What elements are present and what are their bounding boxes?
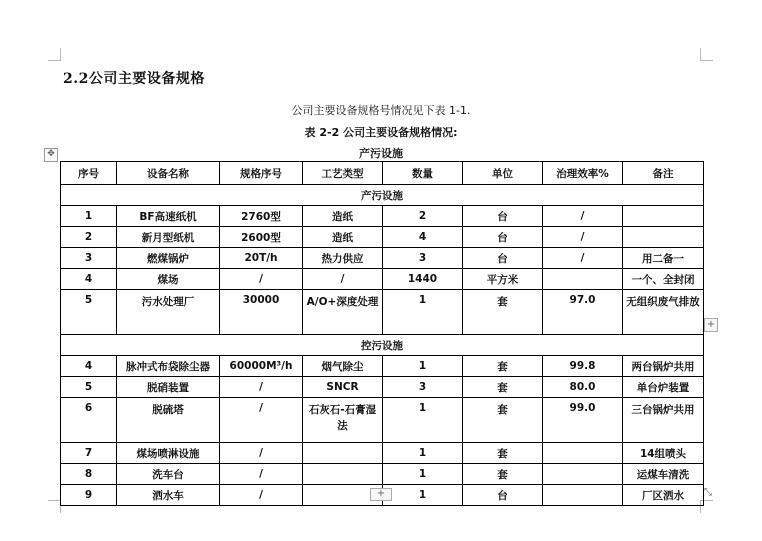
column-header: 设备名称: [117, 162, 220, 185]
table-cell-unit: 套: [463, 443, 543, 464]
table-cell-qty: 1: [383, 464, 463, 485]
table-row: [61, 290, 704, 335]
table-cell-spec: 2760型: [220, 206, 303, 227]
table-cell-name: 新月型纸机: [117, 227, 220, 248]
table-cell-qty: 1440: [383, 269, 463, 290]
table-cell-spec: /: [220, 269, 303, 290]
table-row: [61, 464, 704, 485]
equipment-spec-table: [60, 161, 704, 506]
table-cell-qty: 1: [383, 398, 463, 443]
table-top-label: 产污设施: [359, 147, 403, 160]
table-cell-name: 污水处理厂: [117, 290, 220, 335]
table-cell-note: 运煤车清洗: [623, 464, 704, 485]
table-cell-no: 8: [61, 464, 117, 485]
table-cell-spec: /: [220, 377, 303, 398]
table-cell-eff: [543, 485, 623, 506]
section-heading: 2.2公司主要设备规格: [63, 71, 205, 87]
column-header: 单位: [463, 162, 543, 185]
table-cell-no: 4: [61, 269, 117, 290]
table-cell-name: 煤场喷淋设施: [117, 443, 220, 464]
add-row-icon[interactable]: +: [704, 318, 718, 332]
table-cell-name: 洗车台: [117, 464, 220, 485]
table-caption: 表 2-2 公司主要设备规格情况:: [304, 126, 458, 139]
table-cell-qty: 1: [383, 356, 463, 377]
table-cell-spec: /: [220, 485, 303, 506]
table-cell-no: 7: [61, 443, 117, 464]
table-cell-process: [303, 464, 383, 485]
table-move-handle-icon[interactable]: ✥: [44, 148, 58, 162]
table-cell-name: 洒水车: [117, 485, 220, 506]
table-cell-name: 燃煤锅炉: [117, 248, 220, 269]
page-corner-mark: [700, 48, 713, 61]
table-cell-qty: 3: [383, 248, 463, 269]
table-cell-no: 2: [61, 227, 117, 248]
table-cell-unit: 台: [463, 485, 543, 506]
table-cell-unit: 套: [463, 377, 543, 398]
section-row-control: [61, 335, 704, 356]
table-cell-note: 14组喷头: [623, 443, 704, 464]
table-cell-note: 一个、全封闭: [623, 269, 704, 290]
table-cell-name: 脱硝装置: [117, 377, 220, 398]
table-cell-eff: /: [543, 248, 623, 269]
table-cell-spec: 2600型: [220, 227, 303, 248]
table-cell-note: 单台炉装置: [623, 377, 704, 398]
add-column-icon[interactable]: +: [370, 488, 392, 501]
table-cell-unit: 平方米: [463, 269, 543, 290]
section-row-produce: [61, 185, 704, 206]
table-row: [61, 356, 704, 377]
table-cell-eff: 99.0: [543, 398, 623, 443]
table-cell-spec: 30000: [220, 290, 303, 335]
table-cell-name: BF高速纸机: [117, 206, 220, 227]
table-cell-spec: 60000M³/h: [220, 356, 303, 377]
table-row: [61, 377, 704, 398]
table-cell-note: 用二备一: [623, 248, 704, 269]
table-cell-spec: /: [220, 443, 303, 464]
table-cell-spec: /: [220, 398, 303, 443]
table-cell-qty: 4: [383, 227, 463, 248]
table-cell-eff: [543, 464, 623, 485]
table-cell-process: 热力供应: [303, 248, 383, 269]
table-cell-note: 三台锅炉共用: [623, 398, 704, 443]
table-cell-note: 两台锅炉共用: [623, 356, 704, 377]
table-cell-no: 9: [61, 485, 117, 506]
column-header: 规格序号: [220, 162, 303, 185]
table-row: [61, 248, 704, 269]
table-cell-name: 脉冲式布袋除尘器: [117, 356, 220, 377]
table-cell-spec: /: [220, 464, 303, 485]
table-cell-qty: 1: [383, 443, 463, 464]
table-cell-no: 5: [61, 377, 117, 398]
table-cell-process: [303, 443, 383, 464]
table-cell-unit: 套: [463, 464, 543, 485]
table-cell-qty: 1: [383, 290, 463, 335]
page-corner-mark: [48, 48, 61, 61]
table-cell-qty: 3: [383, 377, 463, 398]
table-cell-qty: 2: [383, 206, 463, 227]
table-cell-unit: 套: [463, 290, 543, 335]
table-cell-eff: /: [543, 206, 623, 227]
table-cell-note: [623, 206, 704, 227]
table-cell-eff: 97.0: [543, 290, 623, 335]
table-cell-process: A/O+深度处理: [303, 290, 383, 335]
table-cell-unit: 套: [463, 398, 543, 443]
intro-text: 公司主要设备规格号情况见下表 1-1.: [291, 104, 471, 117]
table-row: [61, 227, 704, 248]
table-cell-unit: 台: [463, 206, 543, 227]
table-cell-eff: /: [543, 227, 623, 248]
table-row: [61, 443, 704, 464]
table-cell-process: SNCR: [303, 377, 383, 398]
table-cell-name: 煤场: [117, 269, 220, 290]
table-cell-process: 石灰石-石膏湿法: [303, 398, 383, 443]
table-row: [61, 269, 704, 290]
table-cell-eff: [543, 269, 623, 290]
table-cell-note: [623, 227, 704, 248]
table-cell-name: 脱硫塔: [117, 398, 220, 443]
table-header-row: [61, 162, 704, 185]
table-cell-unit: 台: [463, 227, 543, 248]
table-cell-process: /: [303, 269, 383, 290]
table-cell-qty: 1: [383, 485, 463, 506]
column-header: 工艺类型: [303, 162, 383, 185]
table-row: [61, 206, 704, 227]
table-cell-spec: 20T/h: [220, 248, 303, 269]
table-cell-eff: 99.8: [543, 356, 623, 377]
table-cell-no: 6: [61, 398, 117, 443]
column-header: 序号: [61, 162, 117, 185]
table-cell-unit: 套: [463, 356, 543, 377]
table-cell-no: 1: [61, 206, 117, 227]
column-header: 治理效率%: [543, 162, 623, 185]
table-cell-note: 无组织废气排放: [623, 290, 704, 335]
table-row: [61, 398, 704, 443]
column-header: 备注: [623, 162, 704, 185]
table-cell-unit: 台: [463, 248, 543, 269]
table-cell-eff: [543, 443, 623, 464]
table-cell-process: 烟气除尘: [303, 356, 383, 377]
table-cell-no: 3: [61, 248, 117, 269]
section-label: 控污设施: [61, 335, 704, 356]
column-header: 数量: [383, 162, 463, 185]
table-cell-no: 4: [61, 356, 117, 377]
table-cell-note: 厂区洒水: [623, 485, 704, 506]
table-cell-eff: 80.0: [543, 377, 623, 398]
table-cell-process: 造纸: [303, 206, 383, 227]
table-cell-no: 5: [61, 290, 117, 335]
table-resize-icon[interactable]: ⤡: [704, 487, 712, 498]
table-cell-process: 造纸: [303, 227, 383, 248]
section-label: 产污设施: [61, 185, 704, 206]
